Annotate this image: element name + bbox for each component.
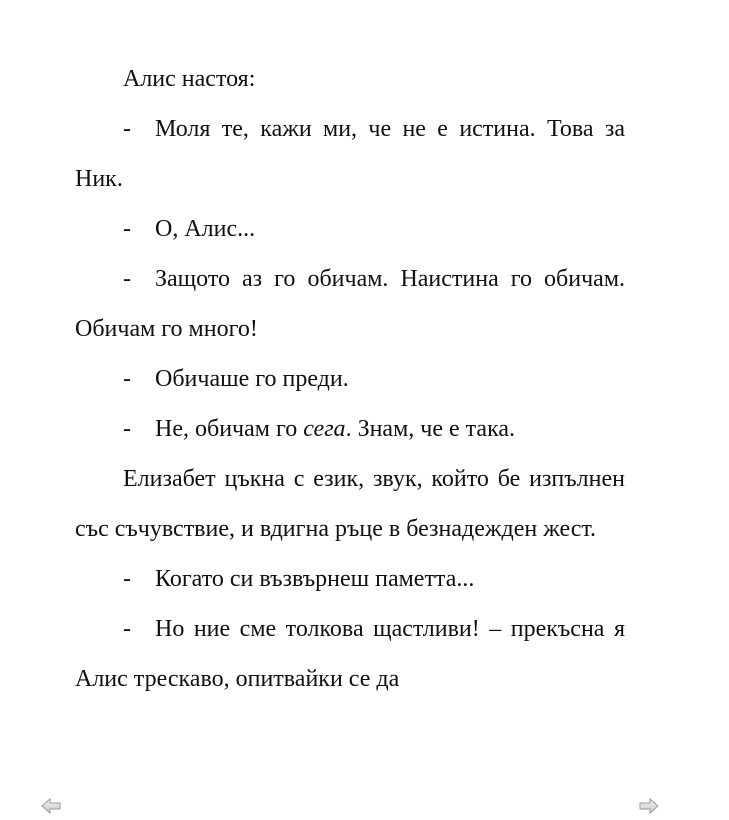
paragraph-text-italic: сега <box>303 416 346 442</box>
dialog-dash: - <box>123 366 131 392</box>
paragraph-text: О, Алис... <box>155 216 256 242</box>
dialog-dash: - <box>123 116 131 142</box>
paragraph-text: Но ние сме толкова щастливи! – прекъсна я Алис трескаво, опитвайки се да <box>75 616 625 692</box>
paragraph-text: Елизабет цъкна с език, звук, който бе изпълнен със съчувствие, и вдигна ръце в безнадежден жест. <box>75 466 625 542</box>
document-body <box>75 54 625 704</box>
paragraph-9 <box>75 604 625 704</box>
paragraph-text: Обичаше го преди. <box>155 366 349 392</box>
paragraph-1 <box>75 54 625 104</box>
paragraph-3 <box>75 204 625 254</box>
paragraph-7 <box>75 454 625 554</box>
right-arrow-icon <box>638 797 660 815</box>
paragraph-8 <box>75 554 625 604</box>
paragraph-6 <box>75 404 625 454</box>
paragraph-4 <box>75 254 625 354</box>
paragraph-2 <box>75 104 625 204</box>
paragraph-text: Когато си възвърнеш паметта... <box>155 566 475 592</box>
dialog-dash: - <box>123 216 131 242</box>
dialog-dash: - <box>123 566 131 592</box>
paragraph-text: Моля те, кажи ми, че не е истина. Това за Ник. <box>75 116 625 192</box>
paragraph-text-before: Не, обичам го <box>155 416 304 442</box>
paragraph-text: Алис настоя: <box>123 66 256 92</box>
next-page-button[interactable] <box>638 797 660 815</box>
dialog-dash: - <box>123 416 131 442</box>
paragraph-text: Защото аз го обичам. Наистина го обичам. Обичам го много! <box>75 266 625 342</box>
paragraph-5 <box>75 354 625 404</box>
dialog-dash: - <box>123 616 131 642</box>
left-arrow-icon <box>40 797 62 815</box>
dialog-dash: - <box>123 266 131 292</box>
paragraph-text-after: . Знам, че е така. <box>345 416 516 442</box>
prev-page-button[interactable] <box>40 797 62 815</box>
